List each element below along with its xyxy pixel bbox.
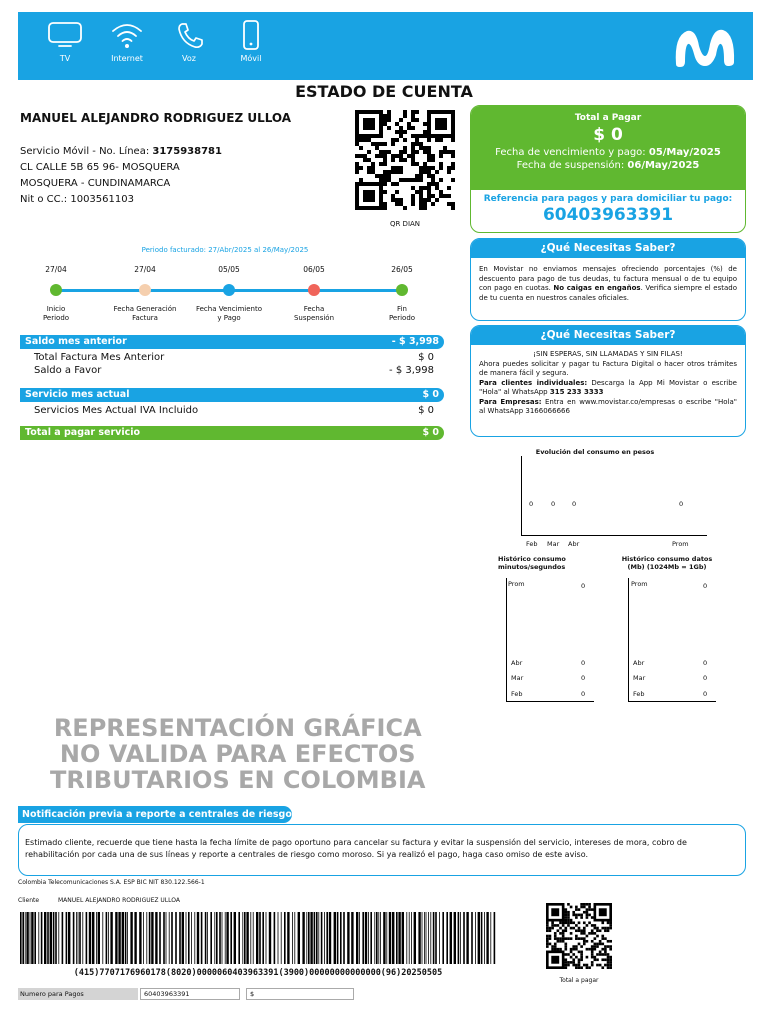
- label-line: y Pago: [217, 314, 241, 322]
- chart-category-label: Prom: [508, 580, 525, 588]
- payment-qr-code: [546, 903, 612, 969]
- info-text: . Verifica siempre el estado de tu cuenta en nuestros canales oficiales.: [479, 284, 737, 302]
- chart-title-line: Histórico consumo datos: [621, 555, 713, 563]
- service-label: Voz: [182, 54, 196, 63]
- info-text: Ahora puedes solicitar y pagar tu Factura Digital o hacer otros trámites de manera fácil y segura.: [479, 359, 737, 377]
- row-label: Servicios Mes Actual IVA Incluido: [34, 405, 199, 416]
- chart-value-label: 0: [581, 674, 586, 682]
- chart-category-label: Feb: [526, 540, 538, 548]
- bar-label: Servicio mes actual: [25, 389, 130, 400]
- label-line: Fecha Generación: [113, 305, 177, 313]
- label-line: Periodo: [388, 314, 416, 322]
- chart-y-axis: [506, 578, 507, 702]
- total-amount: $ 0: [593, 125, 623, 145]
- row-value: - $ 3,998: [389, 365, 434, 376]
- bar-value: - $ 3,998: [391, 336, 439, 347]
- payment-qr-label: Total a pagar: [559, 977, 599, 984]
- timeline-label: [105, 305, 185, 323]
- row-value: $ 0: [418, 352, 434, 363]
- watermark-line: TRIBUTARIOS EN COLOMBIA: [50, 766, 426, 794]
- pay-number-label: Numero para Pagos: [18, 988, 138, 1000]
- row-label: Total Factura Mes Anterior: [34, 352, 165, 363]
- total-service-bar: [20, 426, 444, 440]
- service-line: [20, 146, 222, 157]
- mobile-icon: [233, 20, 269, 50]
- watermark-line: REPRESENTACIÓN GRÁFICA: [53, 714, 422, 742]
- chart-category-label: Feb: [633, 690, 645, 698]
- payment-reference: 60403963391: [542, 205, 674, 225]
- label-line: Fecha: [303, 305, 325, 313]
- chart-x-axis: [521, 535, 707, 536]
- summary-row: [34, 404, 434, 417]
- label-line: Fin: [397, 305, 407, 313]
- info-companies: [479, 398, 737, 417]
- whatsapp-number: 315 233 3333: [549, 388, 604, 396]
- info-text: Descarga la App Mi Movistar o escribe "Hola" al WhatsApp: [479, 378, 737, 396]
- movistar-m-logo: [673, 22, 737, 68]
- info-box-title: ¿Qué Necesitas Saber?: [471, 326, 745, 345]
- info-box-body: [471, 258, 745, 308]
- service-tv: [40, 20, 90, 63]
- pay-amount-field: $: [246, 988, 354, 1000]
- timeline-label: [189, 305, 269, 323]
- chart-value-label: 0: [551, 500, 556, 508]
- timeline-date: 05/05: [218, 265, 240, 274]
- chart-title: [617, 555, 717, 571]
- client-label: Cliente: [18, 897, 40, 904]
- chart-value-label: 0: [703, 674, 708, 682]
- qr-dian-code: [355, 110, 455, 210]
- chart-category-label: Mar: [511, 674, 524, 682]
- label-line: Inicio: [46, 305, 66, 313]
- brand-header: [18, 12, 753, 80]
- info-headline: ¡SIN ESPERAS, SIN LLAMADAS Y SIN FILAS!: [533, 350, 683, 358]
- payment-barcode: [18, 912, 498, 964]
- timeline-date: 26/05: [391, 265, 413, 274]
- bar-label: Total a pagar servicio: [25, 427, 141, 438]
- info-label: Para clientes individuales:: [479, 378, 588, 387]
- label-line: Periodo: [42, 314, 70, 322]
- timeline-label: [16, 305, 96, 323]
- customer-name: MANUEL ALEJANDRO RODRIGUEZ ULLOA: [20, 111, 292, 125]
- chart-category-label: Mar: [633, 674, 646, 682]
- info-text-bold: No caigas en engaños: [553, 284, 641, 292]
- chart-value-label: 0: [703, 690, 708, 698]
- chart-value-label: 0: [703, 582, 708, 590]
- chart-value-label: 0: [703, 659, 708, 667]
- risk-notification-title: Notificación previa a reporte a centrales de riesgo: [18, 806, 292, 823]
- billing-period: Periodo facturado: 27/Abr/2025 al 26/May/2025: [141, 246, 309, 254]
- timeline-label: [274, 305, 354, 323]
- suspension-date: 06/May/2025: [627, 160, 700, 171]
- chart-category-label: Prom: [631, 580, 648, 588]
- chart-value-label: 0: [581, 659, 586, 667]
- phone-icon: [171, 20, 207, 50]
- timeline-date: 06/05: [303, 265, 325, 274]
- chart-category-label: Abr: [511, 659, 523, 667]
- chart-title-line: Histórico consumo: [498, 555, 566, 563]
- customer-nit: Nit o CC.: 1003561103: [20, 194, 134, 205]
- row-label: Saldo a Favor: [34, 365, 102, 376]
- total-summary: [471, 106, 745, 190]
- label-line: Fecha Vencimiento: [195, 305, 263, 313]
- bar-value: $ 0: [422, 427, 439, 438]
- address-line-1: CL CALLE 5B 65 96- MOSQUERA: [20, 162, 180, 173]
- service-label: Internet: [111, 54, 143, 63]
- bar-label: Saldo mes anterior: [25, 336, 127, 347]
- total-title: Total a Pagar: [574, 113, 642, 123]
- service-label: Móvil: [240, 54, 262, 63]
- suspension-date-label: Fecha de suspensión:: [516, 160, 628, 171]
- bar-value: $ 0: [422, 389, 439, 400]
- due-date: 05/May/2025: [648, 147, 721, 158]
- payment-reference-label: Referencia para pagos y para domiciliar tu pago:: [483, 194, 733, 204]
- watermark-line: NO VALIDA PARA EFECTOS: [59, 740, 416, 768]
- chart-category-label: Feb: [511, 690, 523, 698]
- label-line: Factura: [132, 314, 158, 322]
- chart-category-label: Abr: [633, 659, 645, 667]
- previous-balance-bar: [20, 335, 444, 349]
- chart-y-axis: [521, 456, 522, 536]
- service-internet: [102, 20, 152, 63]
- label-line: Suspensión: [293, 314, 335, 322]
- chart-value-label: 0: [529, 500, 534, 508]
- barcode-text: (415)7707176960178(8020)0000060403963391(3900)00000000000000(96)20250505: [73, 968, 443, 978]
- service-line-prefix: Servicio Móvil - No. Línea:: [20, 146, 153, 157]
- wifi-icon: [109, 20, 145, 50]
- chart-x-axis: [628, 701, 716, 702]
- watermark-text: [50, 715, 425, 793]
- chart-category-label: Mar: [547, 540, 560, 548]
- info-box-scam-warning: [470, 238, 746, 321]
- info-box-title: ¿Qué Necesitas Saber?: [471, 239, 745, 258]
- line-number: 3175938781: [152, 146, 222, 157]
- tv-icon: [47, 20, 83, 50]
- chart-value-label: 0: [581, 582, 586, 590]
- info-text: En Movistar no enviamos mensajes ofreciendo porcentajes (%) de descuento para pago de tus deudas, tu factura mensual o de tu equipo con pago en cuotas.: [479, 265, 737, 292]
- chart-title-line: minutos/segundos: [498, 563, 566, 571]
- total-to-pay-box: [470, 105, 746, 233]
- client-name: MANUEL ALEJANDRO RODRIGUEZ ULLOA: [58, 897, 181, 904]
- chart-title: [498, 555, 582, 571]
- info-text: Entra en www.movistar.co/empresas o escribe "Hola" al WhatsApp 3166066666: [479, 397, 737, 415]
- info-box-body: [471, 345, 745, 422]
- chart-category-label: Abr: [568, 540, 580, 548]
- summary-row: [34, 351, 434, 364]
- chart-value-label: 0: [679, 500, 684, 508]
- summary-row: [34, 364, 434, 377]
- info-individuals: [479, 379, 737, 398]
- page-title: ESTADO DE CUENTA: [295, 82, 473, 101]
- service-voz: [164, 20, 214, 63]
- chart-x-axis: [506, 701, 594, 702]
- info-label: Para Empresas:: [479, 397, 542, 406]
- chart-title: Evolución del consumo en pesos: [535, 448, 655, 456]
- timeline-dot-end: [396, 284, 408, 296]
- due-date-label: Fecha de vencimiento y pago:: [495, 147, 649, 158]
- address-line-2: MOSQUERA - CUNDINAMARCA: [20, 178, 171, 189]
- chart-y-axis: [628, 578, 629, 702]
- timeline-dot-due: [223, 284, 235, 296]
- suspension-date-line: [471, 160, 745, 171]
- service-label: TV: [59, 54, 71, 63]
- timeline-label: [362, 305, 442, 323]
- company-info: Colombia Telecomunicaciones S.A. ESP BIC NIT 830.122.566-1: [18, 879, 205, 886]
- pay-number-value: 60403963391: [140, 988, 240, 1000]
- row-value: $ 0: [418, 405, 434, 416]
- timeline-dot-invoice: [139, 284, 151, 296]
- chart-category-label: Prom: [672, 540, 689, 548]
- risk-notification-body: Estimado cliente, recuerde que tiene hasta la fecha límite de pago oportuno para cancelar su factura y evitar la suspensión del servicio, intereses de mora, cobro de rehabilitación por cada una de sus líneas y reporte a centrales de riesgo como moroso. Si ya realizó el pago, haga caso omiso de este aviso.: [18, 824, 746, 876]
- chart-title-line: (Mb) (1024Mb = 1Gb): [627, 563, 707, 571]
- timeline-date: 27/04: [45, 265, 67, 274]
- current-service-bar: [20, 388, 444, 402]
- timeline-dot-start: [50, 284, 62, 296]
- chart-value-label: 0: [572, 500, 577, 508]
- qr-dian-label: QR DIAN: [389, 220, 421, 228]
- timeline-dot-suspension: [308, 284, 320, 296]
- info-box-digital-invoice: [470, 325, 746, 437]
- chart-value-label: 0: [581, 690, 586, 698]
- service-movil: [226, 20, 276, 63]
- due-date-line: [471, 147, 745, 158]
- timeline-date: 27/04: [134, 265, 156, 274]
